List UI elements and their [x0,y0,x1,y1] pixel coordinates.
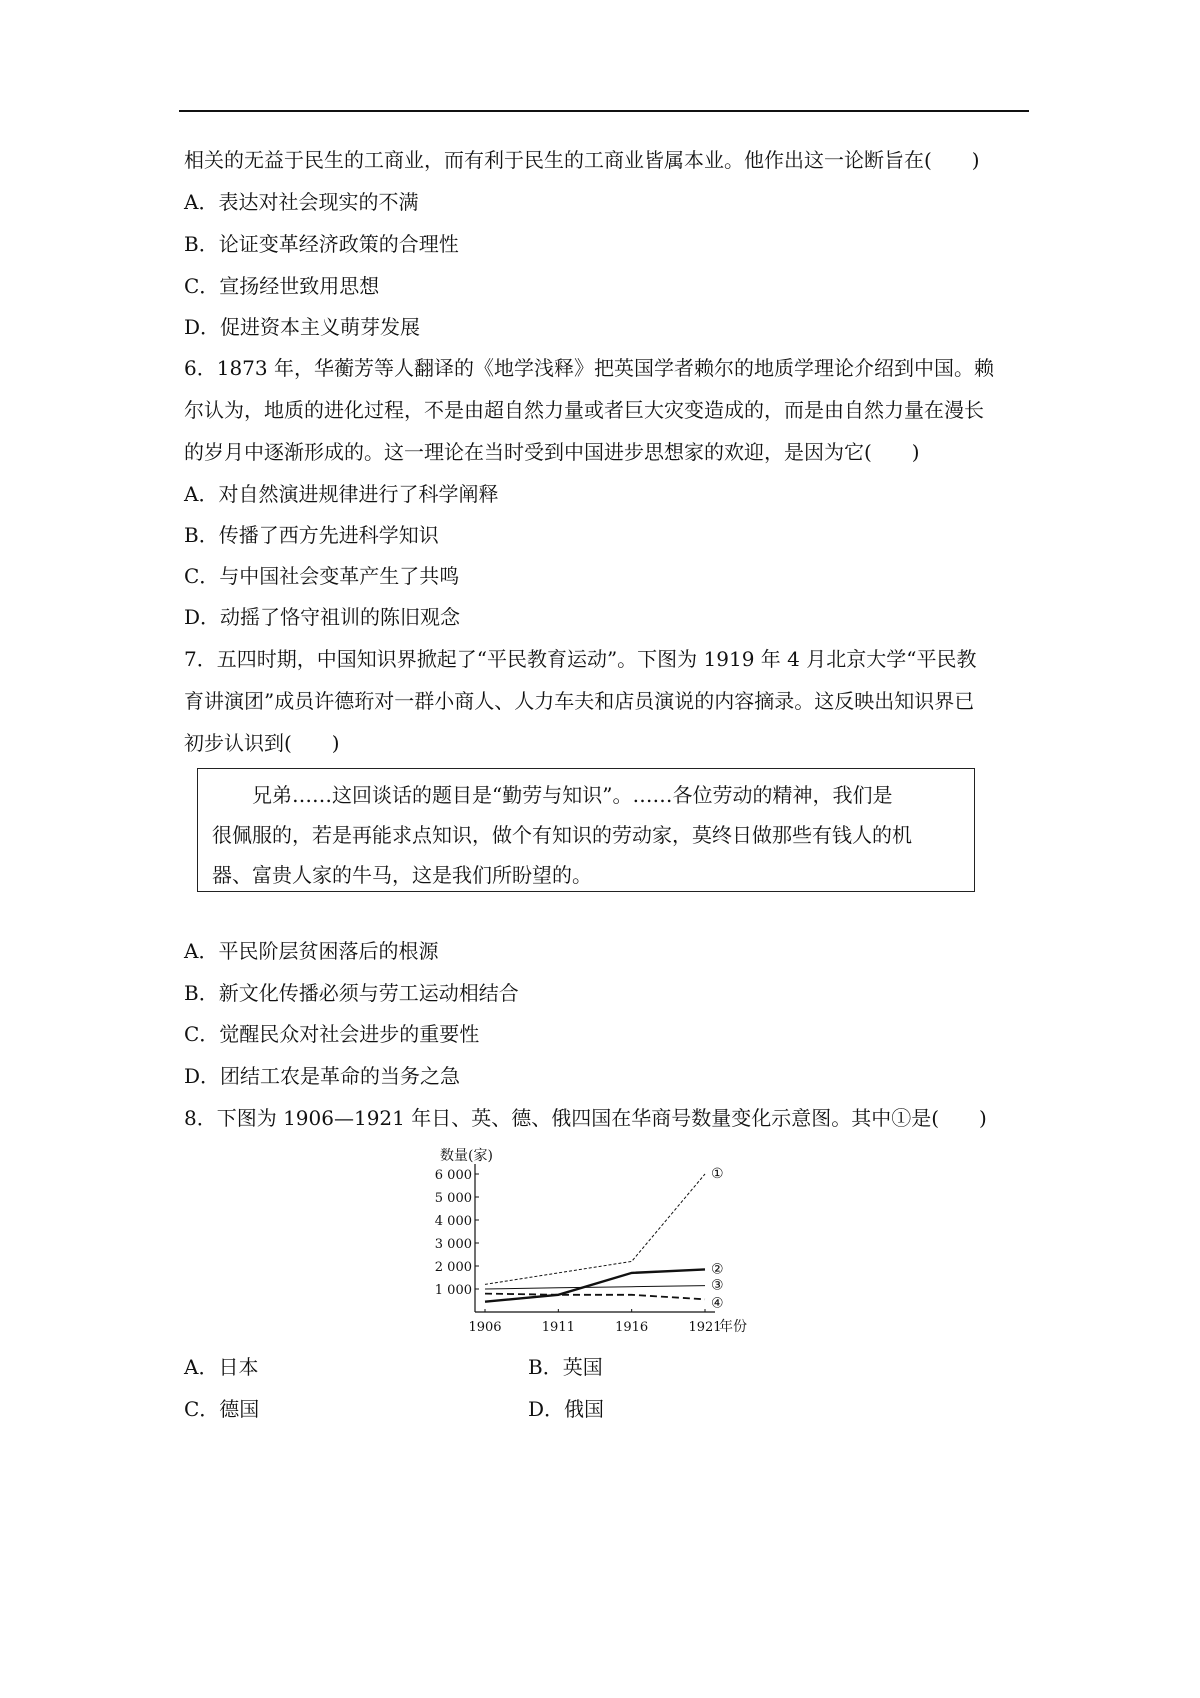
x-tick-label: 1911 [541,1320,575,1335]
question-8-text: 8．下图为 1906—1921 年日、英、德、俄四国在华商号数量变化示意图。其中①是( ) [184,1106,987,1130]
question-7-text: 7．五四时期，中国知识界掀起了“平民教育运动”。下图为 1919 年 4 月北京大学“平民教 [184,647,977,671]
series-label-2: ② [711,1261,724,1278]
quote-line: 很佩服的，若是再能求点知识，做个有知识的劳动家，莫终日做那些有钱人的机 [212,823,912,847]
option-a[interactable]: A．平民阶层贫困落后的根源 [184,939,439,963]
question-6-text: 6．1873 年，华蘅芳等人翻译的《地学浅释》把英国学者赖尔的地质学理论介绍到中国。赖 [184,356,994,380]
option-b[interactable]: B．新文化传播必须与劳工运动相结合 [184,981,519,1005]
x-axis-title: 年份 [719,1319,747,1335]
x-tick-label: 1921 [688,1320,722,1335]
y-axis-title: 数量(家) [440,1148,493,1164]
option-c[interactable]: C．与中国社会变革产生了共鸣 [184,564,460,588]
series-label-3: ③ [711,1277,724,1294]
x-tick-label: 1916 [615,1320,649,1335]
quote-box [197,768,975,892]
option-b[interactable]: B．论证变革经济政策的合理性 [184,232,459,256]
y-tick-label: 4 000 [434,1214,472,1229]
y-tick-label: 1 000 [434,1283,472,1298]
option-a[interactable]: A．对自然演进规律进行了科学阐释 [184,482,499,506]
quote-line: 兄弟……这回谈话的题目是“勤劳与知识”。……各位劳动的精神，我们是 [212,783,893,807]
y-tick-label: 3 000 [434,1237,472,1252]
series-label-1: ① [711,1166,724,1182]
line-chart [434,1140,800,1340]
option-d[interactable]: D．动摇了恪守祖训的陈旧观念 [184,605,461,629]
option-d[interactable]: D．团结工农是革命的当务之急 [184,1064,461,1088]
series-label-4: ④ [711,1295,724,1312]
option-c[interactable]: C．德国 [184,1397,260,1421]
option-d[interactable]: D．促进资本主义萌芽发展 [184,315,421,339]
option-c[interactable]: C．宣扬经世致用思想 [184,274,380,298]
question-6-text: 的岁月中逐渐形成的。这一理论在当时受到中国进步思想家的欢迎，是因为它( ) [184,440,920,464]
option-b[interactable]: B．传播了西方先进科学知识 [184,523,439,547]
quote-line: 器、富贵人家的牛马，这是我们所盼望的。 [212,863,592,887]
y-tick-label: 2 000 [434,1260,472,1275]
question-7-text: 育讲演团”成员许德珩对一群小商人、人力车夫和店员演说的内容摘录。这反映出知识界已 [184,689,975,713]
text-line: 相关的无益于民生的工商业，而有利于民生的工商业皆属本业。他作出这一论断旨在( ) [184,148,980,172]
option-a[interactable]: A．日本 [184,1355,259,1379]
option-a[interactable]: A．表达对社会现实的不满 [184,190,419,214]
question-7-text: 初步认识到( ) [184,731,340,755]
x-tick-label: 1906 [468,1320,502,1335]
header-rule [179,110,1029,112]
question-6-text: 尔认为，地质的进化过程，不是由超自然力量或者巨大灾变造成的，而是由自然力量在漫长 [184,398,984,422]
y-tick-label: 5 000 [434,1191,472,1206]
series-line-3 [485,1286,705,1289]
series-line-1 [485,1174,705,1284]
option-d[interactable]: D．俄国 [528,1397,605,1421]
option-b[interactable]: B．英国 [528,1355,603,1379]
option-c[interactable]: C．觉醒民众对社会进步的重要性 [184,1022,480,1046]
y-tick-label: 6 000 [434,1168,472,1183]
